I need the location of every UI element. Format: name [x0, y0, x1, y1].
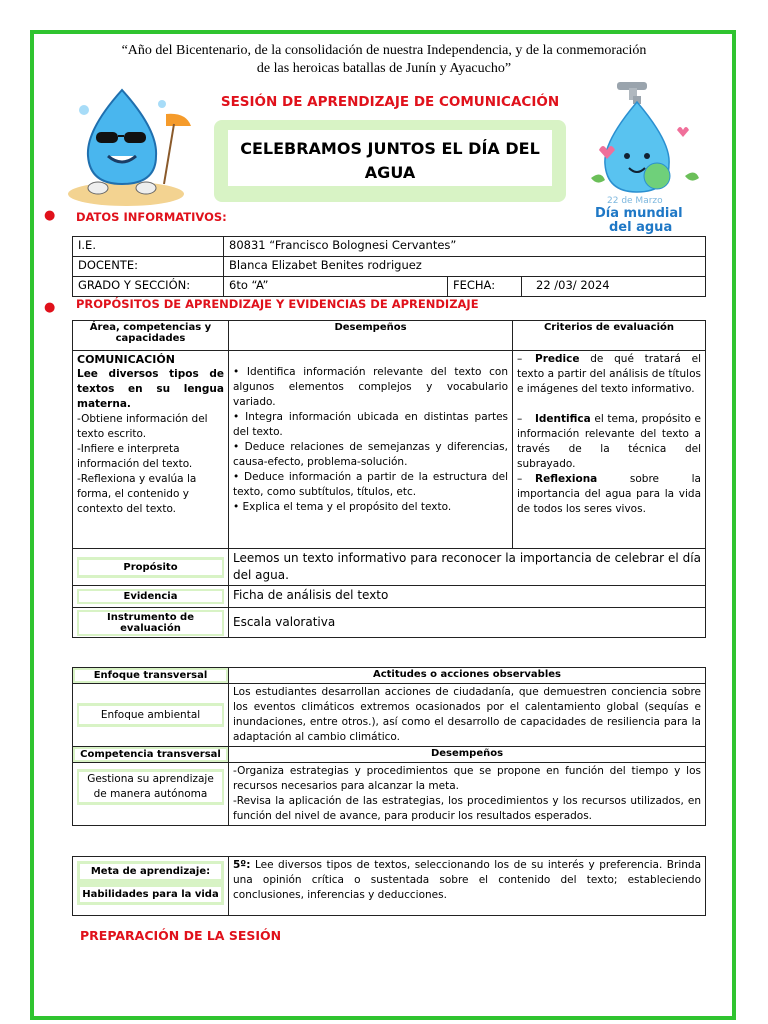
desempeno-3: • Deduce relaciones de semejanzas y diferencias, causa-efecto, problema-solución.: [233, 441, 508, 468]
criterio-2: – Identifica el tema, propósito e información relevante del texto a través de la técnica del subrayado.: [517, 413, 701, 470]
proposito-value: Leemos un texto informativo para reconocer la importancia de celebrar el día del agua.: [229, 549, 706, 586]
purposes-table: [72, 320, 706, 638]
criterio-1: – Predice de qué tratará el texto a partir del análisis de títulos e imágenes del texto informativo.: [517, 353, 701, 395]
ie-value: 80831 “Francisco Bolognesi Cervantes”: [224, 237, 706, 257]
desempenos-header: Desempeños: [229, 747, 706, 763]
meta-label: Meta de aprendizaje:: [80, 864, 221, 879]
bullet-datos: ●: [44, 208, 56, 223]
enfoque-header-cell: [73, 668, 229, 684]
competencia-header-cell: [73, 747, 229, 763]
criterio-3-text: sobre la importancia del agua para la vida de todos los seres vivos.: [517, 473, 701, 515]
competencia-desempeno-1: -Organiza estrategias y procedimientos que se propone en función del tiempo y los recursos necesarios para alcanzar la meta.: [233, 765, 701, 792]
habilidades-label: Habilidades para la vida: [80, 887, 221, 902]
grado-value: 6to “A”: [224, 277, 448, 297]
desempeno-2: • Integra información ubicada en distintas partes del texto.: [233, 411, 508, 438]
evidencia-label: Evidencia: [79, 591, 222, 602]
proposito-label: Propósito: [79, 560, 222, 575]
propositos-heading: PROPÓSITOS DE APRENDIZAJE Y EVIDENCIAS DE APRENDIZAJE: [76, 297, 479, 311]
enfoque-label: Enfoque ambiental: [79, 706, 222, 724]
desempeno-5: • Explica el tema y el propósito del texto.: [233, 501, 452, 513]
header-criterios: Criterios de evaluación: [513, 321, 706, 351]
desempeno-4: • Deduce información a partir de la estructura del texto, como subtítulos, títulos, etc.: [233, 471, 508, 498]
capacidad-1: -Obtiene información del texto escrito.: [77, 413, 208, 440]
poster-line-1: Día mundial: [595, 206, 683, 221]
faucet-water-drop-illustration: [585, 80, 705, 198]
instrumento-value: Escala valorativa: [229, 608, 706, 638]
grado-label: GRADO Y SECCIÓN:: [73, 277, 224, 297]
criterio-1-text: de qué tratará el texto a partir del análisis de títulos e imágenes del texto informativo.: [517, 353, 701, 395]
info-table: [72, 236, 706, 297]
capacidad-2: -Infiere e interpreta información del texto.: [77, 443, 193, 470]
bullet-propositos: ●: [44, 300, 56, 315]
competencia-label-cell: [73, 763, 229, 826]
motto-line-1: “Año del Bicentenario, de la consolidación de nuestra Independencia, y de la conmemoración: [121, 43, 647, 58]
criterio-3: – Reflexiona sobre la importancia del agua para la vida de todos los seres vivos.: [517, 473, 701, 515]
datos-heading: DATOS INFORMATIVOS:: [76, 210, 227, 224]
proposito-label-cell: [73, 549, 229, 586]
meta-label-cell: [73, 857, 229, 916]
capacidad-3: -Reflexiona y evalúa la forma, el contenido y contexto del texto.: [77, 473, 197, 515]
meta-text: Lee diversos tipos de textos, seleccionando los de su interés y preferencia. Brinda una opinión crítica o sustentada sobre el contenido del texto; estableciendo conclusiones, inferencias y deducciones.: [233, 859, 701, 901]
competencia-label: Gestiona su aprendizaje de manera autónoma: [79, 772, 222, 802]
world-water-day-poster: [585, 80, 705, 234]
meta-text-cell: [229, 857, 706, 916]
header-desempenos: Desempeños: [229, 321, 513, 351]
desempeno-1: • Identifica información relevante del texto con algunos elementos complejos y vocabulario variado.: [233, 366, 508, 408]
competencia-header: Competencia transversal: [75, 749, 226, 760]
docente-label: DOCENTE:: [73, 257, 224, 277]
criterio-1-verb: Predice: [535, 353, 580, 365]
desempenos-cell: [229, 351, 513, 549]
enfoque-header: Enfoque transversal: [75, 670, 226, 681]
fecha-value: 22 /03/ 2024: [522, 277, 706, 297]
preparacion-heading: PREPARACIÓN DE LA SESIÓN: [80, 928, 282, 943]
instrumento-label: Instrumento de evaluación: [79, 612, 222, 634]
evidencia-label-cell: [73, 586, 229, 608]
meta-grade: 5º:: [233, 859, 251, 871]
competencia-desempeno-2: -Revisa la aplicación de las estrategias, los procedimientos y los recursos utilizados, en función del nivel de avance, para producir los resultados esperados.: [233, 795, 701, 822]
evidencia-value: Ficha de análisis del texto: [229, 586, 706, 608]
criterio-3-verb: Reflexiona: [535, 473, 598, 485]
ie-label: I.E.: [73, 237, 224, 257]
docente-value: Blanca Elizabet Benites rodriguez: [224, 257, 706, 277]
area-title: COMUNICACIÓN: [77, 353, 175, 366]
poster-date: 22 de Marzo: [607, 196, 663, 206]
criterio-2-verb: Identifica: [535, 413, 591, 425]
header-area: Área, competencias y capacidades: [73, 321, 229, 351]
meta-table: [72, 856, 706, 916]
enfoque-value: Los estudiantes desarrollan acciones de ciudadanía, que demuestren conciencia sobre los eventos climáticos extremos ocasionados por el calentamiento global (sequías e inundaciones, entre otros.), así como el desarrollo de capacidades de resiliencia para la adaptación al cambio climático.: [229, 684, 706, 747]
competencia-desempenos: [229, 763, 706, 826]
session-title: SESIÓN DE APRENDIZAJE DE COMUNICACIÓN: [220, 94, 560, 110]
year-motto: [60, 42, 708, 78]
lesson-title: CELEBRAMOS JUNTOS EL DÍA DEL AGUA: [228, 130, 552, 186]
actitudes-header: Actitudes o acciones observables: [229, 668, 706, 684]
competencia-text: Lee diversos tipos de textos en su lengua materna.: [77, 368, 224, 410]
area-cell: [73, 351, 229, 549]
transversal-table: [72, 667, 706, 826]
enfoque-label-cell: [73, 684, 229, 747]
fecha-label: FECHA:: [448, 277, 522, 297]
criterios-cell: [513, 351, 706, 549]
criterio-2-text: el tema, propósito e información relevante del texto a través de la técnica del subrayado.: [517, 413, 701, 470]
instrumento-label-cell: [73, 608, 229, 638]
poster-line-2: del agua: [609, 220, 673, 235]
motto-line-2: de las heroicas batallas de Junín y Ayacucho”: [256, 61, 512, 76]
